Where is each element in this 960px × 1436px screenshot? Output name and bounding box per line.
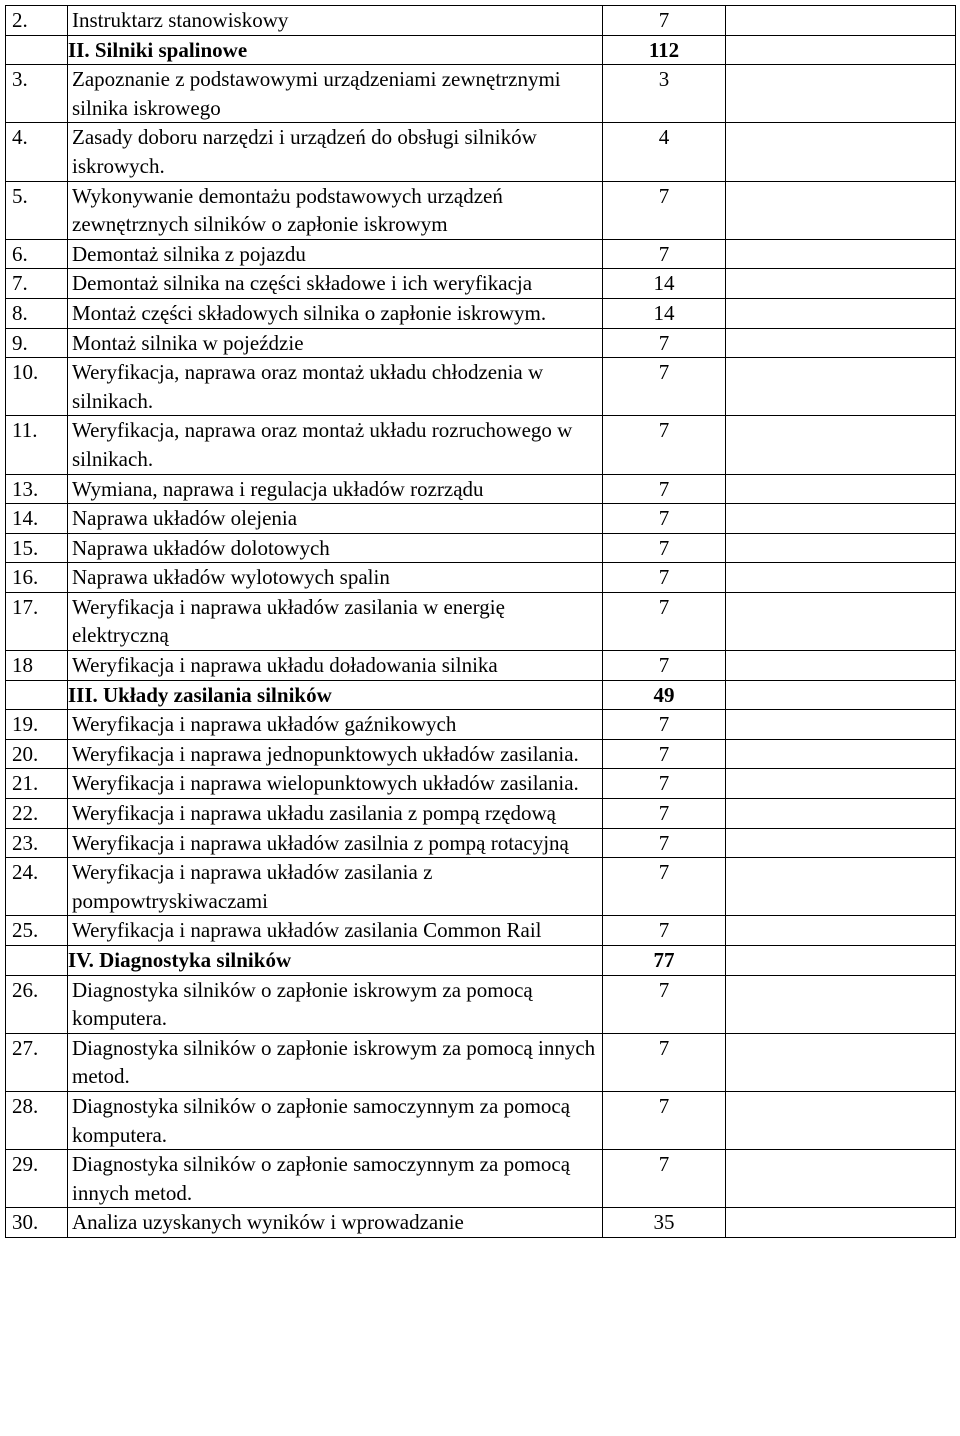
topic-hours: 7 bbox=[603, 975, 726, 1033]
section-row bbox=[6, 35, 956, 65]
topic-hours: 7 bbox=[603, 416, 726, 474]
topic-name: Weryfikacja i naprawa układu doładowania silnika bbox=[68, 651, 603, 681]
table-row bbox=[6, 269, 956, 299]
row-number: 5. bbox=[6, 181, 68, 239]
table-row bbox=[6, 710, 956, 740]
topic-name: Zapoznanie z podstawowymi urządzeniami zewnętrznymi silnika iskrowego bbox=[68, 65, 603, 123]
topic-name: Demontaż silnika z pojazdu bbox=[68, 239, 603, 269]
empty-cell bbox=[726, 563, 956, 593]
curriculum-table-body bbox=[6, 6, 956, 1238]
topic-name: Weryfikacja i naprawa układów zasilania w energię elektryczną bbox=[68, 592, 603, 650]
row-number: 18 bbox=[6, 651, 68, 681]
empty-cell bbox=[726, 769, 956, 799]
topic-name: Weryfikacja, naprawa oraz montaż układu chłodzenia w silnikach. bbox=[68, 358, 603, 416]
row-number: 4. bbox=[6, 123, 68, 181]
topic-name: Montaż silnika w pojeździe bbox=[68, 328, 603, 358]
topic-name: Weryfikacja i naprawa układów zasilania Common Rail bbox=[68, 916, 603, 946]
table-row bbox=[6, 828, 956, 858]
topic-hours: 14 bbox=[603, 298, 726, 328]
topic-name: Weryfikacja i naprawa układów zasilania z pompowtryskiwaczami bbox=[68, 858, 603, 916]
empty-cell bbox=[726, 269, 956, 299]
empty-cell bbox=[726, 1033, 956, 1091]
table-row bbox=[6, 1091, 956, 1149]
row-number: 2. bbox=[6, 6, 68, 36]
empty-cell bbox=[726, 181, 956, 239]
table-row bbox=[6, 975, 956, 1033]
topic-hours: 7 bbox=[603, 328, 726, 358]
empty-cell bbox=[726, 975, 956, 1033]
empty-cell bbox=[726, 858, 956, 916]
row-number: 11. bbox=[6, 416, 68, 474]
topic-name: Naprawa układów olejenia bbox=[68, 504, 603, 534]
topic-hours: 7 bbox=[603, 916, 726, 946]
topic-name: Diagnostyka silników o zapłonie samoczynnym za pomocą komputera. bbox=[68, 1091, 603, 1149]
empty-cell bbox=[726, 416, 956, 474]
section-row bbox=[6, 680, 956, 710]
empty-cell bbox=[726, 35, 956, 65]
row-number: 19. bbox=[6, 710, 68, 740]
topic-hours: 7 bbox=[603, 651, 726, 681]
row-number: 30. bbox=[6, 1208, 68, 1238]
row-number: 16. bbox=[6, 563, 68, 593]
empty-cell bbox=[726, 239, 956, 269]
topic-hours: 7 bbox=[603, 828, 726, 858]
section-row bbox=[6, 946, 956, 976]
empty-cell bbox=[726, 592, 956, 650]
table-row bbox=[6, 181, 956, 239]
topic-hours: 7 bbox=[603, 563, 726, 593]
topic-hours: 7 bbox=[603, 858, 726, 916]
topic-name: Analiza uzyskanych wyników i wprowadzanie bbox=[68, 1208, 603, 1238]
row-number: 13. bbox=[6, 474, 68, 504]
table-row bbox=[6, 1033, 956, 1091]
section-title: II. Silniki spalinowe bbox=[68, 35, 603, 65]
table-row bbox=[6, 474, 956, 504]
topic-name: Wymiana, naprawa i regulacja układów rozrządu bbox=[68, 474, 603, 504]
table-row bbox=[6, 651, 956, 681]
table-row bbox=[6, 123, 956, 181]
row-number: 15. bbox=[6, 533, 68, 563]
row-number: 7. bbox=[6, 269, 68, 299]
curriculum-table bbox=[5, 5, 956, 1238]
empty-cell bbox=[726, 1091, 956, 1149]
topic-hours: 7 bbox=[603, 504, 726, 534]
row-number: 20. bbox=[6, 739, 68, 769]
topic-name: Wykonywanie demontażu podstawowych urządzeń zewnętrznych silników o zapłonie iskrowym bbox=[68, 181, 603, 239]
row-number: 26. bbox=[6, 975, 68, 1033]
row-number: 6. bbox=[6, 239, 68, 269]
section-hours: 77 bbox=[603, 946, 726, 976]
table-row bbox=[6, 739, 956, 769]
row-number: 24. bbox=[6, 858, 68, 916]
empty-cell bbox=[726, 946, 956, 976]
topic-hours: 7 bbox=[603, 6, 726, 36]
empty-cell bbox=[726, 474, 956, 504]
row-number: 22. bbox=[6, 799, 68, 829]
topic-hours: 7 bbox=[603, 592, 726, 650]
topic-name: Weryfikacja i naprawa wielopunktowych układów zasilania. bbox=[68, 769, 603, 799]
topic-hours: 7 bbox=[603, 1150, 726, 1208]
row-number: 14. bbox=[6, 504, 68, 534]
topic-name: Weryfikacja, naprawa oraz montaż układu rozruchowego w silnikach. bbox=[68, 416, 603, 474]
empty-cell bbox=[726, 710, 956, 740]
empty-cell bbox=[726, 504, 956, 534]
table-row bbox=[6, 239, 956, 269]
topic-name: Weryfikacja i naprawa układów gaźnikowych bbox=[68, 710, 603, 740]
table-row bbox=[6, 1150, 956, 1208]
topic-name: Demontaż silnika na części składowe i ich weryfikacja bbox=[68, 269, 603, 299]
topic-hours: 7 bbox=[603, 474, 726, 504]
row-number: 28. bbox=[6, 1091, 68, 1149]
table-row bbox=[6, 65, 956, 123]
row-number: 25. bbox=[6, 916, 68, 946]
topic-hours: 4 bbox=[603, 123, 726, 181]
topic-hours: 7 bbox=[603, 710, 726, 740]
empty-cell bbox=[726, 533, 956, 563]
table-row bbox=[6, 563, 956, 593]
table-row bbox=[6, 916, 956, 946]
topic-hours: 7 bbox=[603, 533, 726, 563]
table-row bbox=[6, 416, 956, 474]
topic-hours: 7 bbox=[603, 358, 726, 416]
row-number bbox=[6, 680, 68, 710]
topic-hours: 7 bbox=[603, 1033, 726, 1091]
topic-hours: 7 bbox=[603, 1091, 726, 1149]
row-number: 3. bbox=[6, 65, 68, 123]
row-number: 23. bbox=[6, 828, 68, 858]
topic-name: Montaż części składowych silnika o zapłonie iskrowym. bbox=[68, 298, 603, 328]
table-row bbox=[6, 6, 956, 36]
empty-cell bbox=[726, 651, 956, 681]
empty-cell bbox=[726, 123, 956, 181]
empty-cell bbox=[726, 739, 956, 769]
table-row bbox=[6, 858, 956, 916]
table-row bbox=[6, 358, 956, 416]
topic-name: Zasady doboru narzędzi i urządzeń do obsługi silników iskrowych. bbox=[68, 123, 603, 181]
topic-hours: 7 bbox=[603, 799, 726, 829]
row-number bbox=[6, 946, 68, 976]
section-title: III. Układy zasilania silników bbox=[68, 680, 603, 710]
table-row bbox=[6, 533, 956, 563]
table-row bbox=[6, 799, 956, 829]
table-row bbox=[6, 298, 956, 328]
topic-hours: 7 bbox=[603, 239, 726, 269]
row-number bbox=[6, 35, 68, 65]
topic-hours: 3 bbox=[603, 65, 726, 123]
table-row bbox=[6, 328, 956, 358]
row-number: 29. bbox=[6, 1150, 68, 1208]
section-hours: 49 bbox=[603, 680, 726, 710]
topic-name: Diagnostyka silników o zapłonie iskrowym za pomocą komputera. bbox=[68, 975, 603, 1033]
row-number: 10. bbox=[6, 358, 68, 416]
empty-cell bbox=[726, 799, 956, 829]
topic-hours: 7 bbox=[603, 769, 726, 799]
empty-cell bbox=[726, 358, 956, 416]
topic-name: Instruktarz stanowiskowy bbox=[68, 6, 603, 36]
topic-name: Weryfikacja i naprawa jednopunktowych układów zasilania. bbox=[68, 739, 603, 769]
topic-name: Diagnostyka silników o zapłonie iskrowym za pomocą innych metod. bbox=[68, 1033, 603, 1091]
empty-cell bbox=[726, 328, 956, 358]
empty-cell bbox=[726, 828, 956, 858]
table-row bbox=[6, 769, 956, 799]
empty-cell bbox=[726, 298, 956, 328]
empty-cell bbox=[726, 65, 956, 123]
row-number: 21. bbox=[6, 769, 68, 799]
row-number: 8. bbox=[6, 298, 68, 328]
topic-hours: 7 bbox=[603, 739, 726, 769]
section-hours: 112 bbox=[603, 35, 726, 65]
table-row bbox=[6, 1208, 956, 1238]
topic-name: Naprawa układów wylotowych spalin bbox=[68, 563, 603, 593]
topic-hours: 35 bbox=[603, 1208, 726, 1238]
topic-hours: 14 bbox=[603, 269, 726, 299]
topic-name: Naprawa układów dolotowych bbox=[68, 533, 603, 563]
row-number: 17. bbox=[6, 592, 68, 650]
section-title: IV. Diagnostyka silników bbox=[68, 946, 603, 976]
topic-name: Diagnostyka silników o zapłonie samoczynnym za pomocą innych metod. bbox=[68, 1150, 603, 1208]
empty-cell bbox=[726, 6, 956, 36]
table-row bbox=[6, 592, 956, 650]
empty-cell bbox=[726, 1208, 956, 1238]
empty-cell bbox=[726, 680, 956, 710]
row-number: 9. bbox=[6, 328, 68, 358]
empty-cell bbox=[726, 1150, 956, 1208]
table-row bbox=[6, 504, 956, 534]
empty-cell bbox=[726, 916, 956, 946]
topic-name: Weryfikacja i naprawa układów zasilnia z pompą rotacyjną bbox=[68, 828, 603, 858]
topic-hours: 7 bbox=[603, 181, 726, 239]
row-number: 27. bbox=[6, 1033, 68, 1091]
topic-name: Weryfikacja i naprawa układu zasilania z pompą rzędową bbox=[68, 799, 603, 829]
